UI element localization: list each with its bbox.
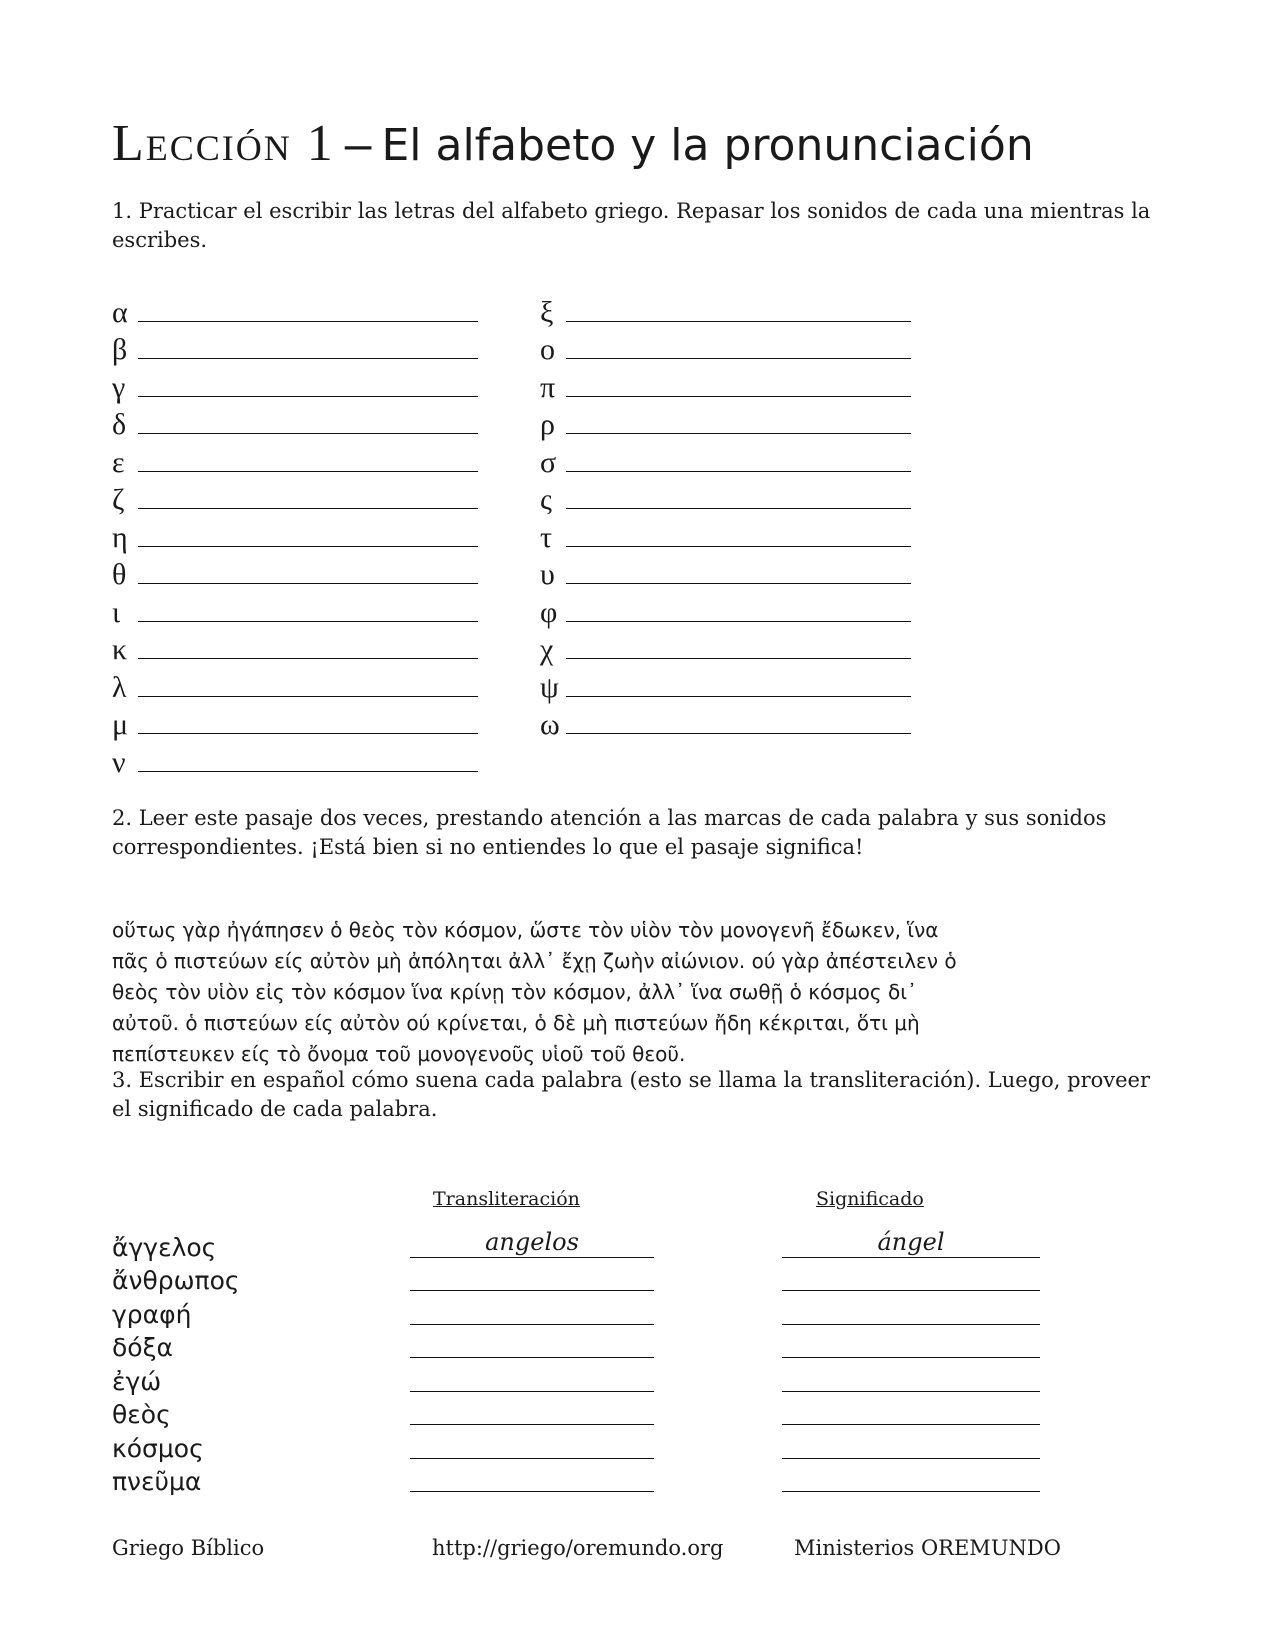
alphabet-practice-row: [112, 628, 478, 666]
greek-letter: α: [112, 295, 128, 329]
greek-letter: δ: [112, 408, 127, 441]
meaning-field[interactable]: [782, 1324, 1040, 1325]
greek-letter: π: [540, 370, 556, 404]
alphabet-practice-row: [540, 365, 911, 403]
writing-line[interactable]: [138, 433, 478, 434]
alphabet-practice-row: [540, 515, 911, 553]
transliteration-field[interactable]: [410, 1290, 654, 1291]
greek-letter: σ: [540, 445, 557, 479]
greek-letter: ν: [112, 745, 126, 779]
greek-letter: ε: [112, 445, 125, 479]
meaning-answer: ángel: [877, 1227, 945, 1256]
alphabet-practice-row: [112, 290, 478, 328]
greek-letter: ς: [540, 483, 552, 516]
writing-line[interactable]: [138, 358, 478, 359]
transliteration-field[interactable]: [410, 1391, 654, 1392]
footer-course-name: Griego Bíblico: [112, 1536, 265, 1560]
passage-line: πᾶς ὁ πιστεύων είς αὐτὸν μὴ ἀπόληται ἀλλ᾽ ἔχῃ ζωὴν αἰώνιον. ού γὰρ ἀπέστειλεν ὁ: [112, 949, 957, 973]
transliteration-field[interactable]: [410, 1357, 654, 1358]
alphabet-column-left: [112, 290, 478, 778]
alphabet-practice-row: [112, 403, 478, 441]
greek-letter: υ: [540, 558, 555, 591]
greek-letter: ξ: [540, 295, 554, 329]
greek-letter: ω: [540, 708, 560, 741]
greek-letter: κ: [112, 633, 128, 666]
alphabet-practice-row: [540, 553, 911, 591]
alphabet-practice-row: [112, 328, 478, 366]
greek-letter: ζ: [112, 483, 125, 516]
transliteration-field[interactable]: [410, 1424, 654, 1425]
transliteration-field[interactable]: [410, 1227, 654, 1258]
alphabet-practice-row: [112, 740, 478, 778]
writing-line[interactable]: [138, 583, 478, 584]
writing-line[interactable]: [138, 771, 478, 772]
writing-line[interactable]: [566, 471, 911, 472]
alphabet-practice-row: [112, 590, 478, 628]
greek-letter: φ: [540, 595, 558, 629]
writing-line[interactable]: [566, 658, 911, 659]
greek-word: πνεῦμα: [112, 1467, 202, 1496]
writing-line[interactable]: [566, 546, 911, 547]
transliteration-field[interactable]: [410, 1324, 654, 1325]
alphabet-practice-row: [540, 703, 911, 741]
meaning-field[interactable]: [782, 1357, 1040, 1358]
passage-line: οὕτως γὰρ ἠγάπησεν ὁ θεὸς τὸν κόσμον, ὥστε τὸν υἱὸν τὸν μονογενῆ ἔδωκεν, ἵνα: [112, 918, 939, 942]
greek-word: κόσμος: [112, 1433, 204, 1463]
alphabet-practice-row: [112, 553, 478, 591]
footer-ministry: Ministerios OREMUNDO: [794, 1536, 1061, 1560]
alphabet-practice-row: [540, 665, 911, 703]
greek-letter: ι: [112, 595, 121, 629]
alphabet-practice-row: [540, 290, 911, 328]
greek-letter: β: [112, 333, 128, 366]
transliteration-field[interactable]: [410, 1458, 654, 1459]
alphabet-practice-row: [540, 403, 911, 441]
lesson-title: El alfabeto y la pronunciación: [381, 120, 1034, 171]
greek-letter: η: [112, 520, 128, 554]
greek-word: ἐγώ: [112, 1366, 162, 1396]
passage-line: πεπίστευκεν είς τὸ ὄνομα τοῦ μονογενοῦς υἱοῦ τοῦ θεοῦ.: [112, 1042, 686, 1066]
section-2-instruction: 2. Leer este pasaje dos veces, prestando atención a las marcas de cada palabra y sus sonidos correspondientes. ¡Está bien si no entiendes lo que el pasaje significa!: [112, 806, 1107, 859]
writing-line[interactable]: [566, 358, 911, 359]
writing-line[interactable]: [138, 546, 478, 547]
greek-letter: λ: [112, 670, 127, 704]
writing-line[interactable]: [138, 621, 478, 622]
writing-line[interactable]: [138, 471, 478, 472]
greek-letter: χ: [540, 633, 554, 666]
greek-word: γραφή: [112, 1299, 192, 1329]
alphabet-practice-row: [112, 515, 478, 553]
writing-line[interactable]: [566, 696, 911, 697]
writing-line[interactable]: [138, 696, 478, 697]
alphabet-practice-row: [540, 478, 911, 516]
writing-line[interactable]: [138, 658, 478, 659]
writing-line[interactable]: [566, 508, 911, 509]
greek-letter: ο: [540, 333, 555, 366]
greek-letter: ψ: [540, 670, 559, 704]
writing-line[interactable]: [566, 321, 911, 322]
meaning-field[interactable]: [782, 1491, 1040, 1492]
meaning-field[interactable]: [782, 1391, 1040, 1392]
passage-line: αὐτοῦ. ὁ πιστεύων είς αὐτὸν ού κρίνεται, ὁ δὲ μὴ πιστεύων ἤδη κέκριται, ὅτι μὴ: [112, 1011, 920, 1035]
passage-line: θεὸς τὸν υἱὸν εἰς τὸν κόσμον ἵνα κρίνῃ τὸν κόσμον, ἀλλ᾽ ἵνα σωθῇ ὁ κόσμος δι᾽: [112, 980, 917, 1004]
greek-word: θεὸς: [112, 1400, 171, 1429]
greek-letter: τ: [540, 520, 553, 554]
title-dash: –: [344, 118, 372, 171]
alphabet-practice-row: [112, 478, 478, 516]
alphabet-practice-row: [540, 440, 911, 478]
writing-line[interactable]: [138, 321, 478, 322]
alphabet-practice-row: [540, 328, 911, 366]
page-title: [112, 115, 1034, 172]
greek-word: ἄγγελος: [112, 1232, 217, 1262]
writing-line[interactable]: [566, 733, 911, 734]
greek-letter: ρ: [540, 408, 555, 441]
transliteration-field[interactable]: [410, 1491, 654, 1492]
meaning-field[interactable]: [782, 1290, 1040, 1291]
alphabet-column-right: [540, 290, 911, 740]
meaning-field[interactable]: [782, 1424, 1040, 1425]
alphabet-practice-row: [112, 365, 478, 403]
writing-line[interactable]: [138, 508, 478, 509]
alphabet-practice-row: [112, 440, 478, 478]
alphabet-practice-row: [112, 703, 478, 741]
transliteration-answer: angelos: [485, 1227, 579, 1256]
meaning-field[interactable]: [782, 1458, 1040, 1459]
meaning-field[interactable]: [782, 1227, 1040, 1258]
alphabet-practice-row: [540, 590, 911, 628]
writing-line[interactable]: [138, 396, 478, 397]
lesson-number: Lección 1: [112, 115, 335, 172]
greek-word: ἄνθρωπος: [112, 1266, 240, 1295]
section-3-instruction: 3. Escribir en español cómo suena cada palabra (esto se llama la transliteración). Luego, proveer el significado de cada palabra.: [112, 1068, 1151, 1121]
footer-url[interactable]: http://griego/oremundo.org: [432, 1536, 724, 1560]
greek-letter: μ: [112, 708, 129, 741]
writing-line[interactable]: [566, 621, 911, 622]
section-1-instruction: 1. Practicar el escribir las letras del alfabeto griego. Repasar los sonidos de cada una mientras la escribes.: [112, 199, 1151, 252]
writing-line[interactable]: [566, 433, 911, 434]
greek-letter: θ: [112, 558, 127, 591]
writing-line[interactable]: [566, 583, 911, 584]
meaning-header: Significado: [816, 1188, 924, 1210]
writing-line[interactable]: [566, 396, 911, 397]
alphabet-practice-row: [112, 665, 478, 703]
transliteration-header: Transliteración: [433, 1188, 580, 1210]
greek-passage: [112, 915, 1132, 1070]
greek-word: δόξα: [112, 1333, 174, 1362]
alphabet-practice-row: [540, 628, 911, 666]
writing-line[interactable]: [138, 733, 478, 734]
greek-letter: γ: [112, 370, 126, 404]
